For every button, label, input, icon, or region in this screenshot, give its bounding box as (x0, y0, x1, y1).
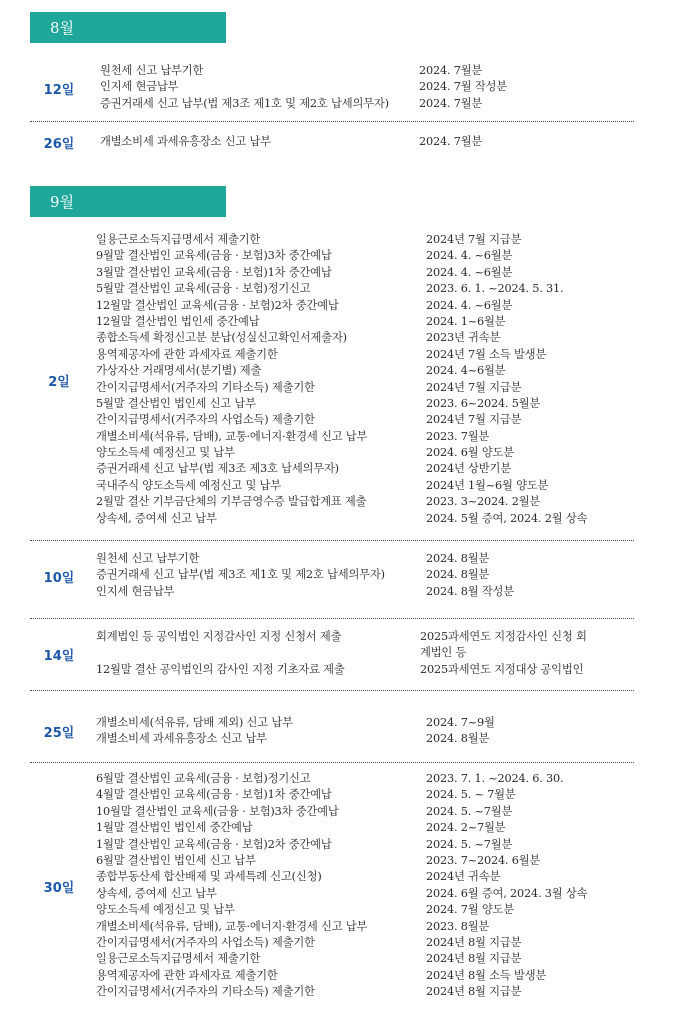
task-text: 10월말 결산법인 교육세(금융 · 보험)3차 중간예납 (96, 804, 339, 818)
period-text: 계법인 등 (420, 646, 467, 660)
task-text: 간이지급명세서(거주자의 사업소득) 제출기한 (96, 413, 315, 427)
task-text: 12월말 결산법인 교육세(금융 · 보험)2차 중간예납 (96, 298, 339, 312)
schedule-rows (96, 232, 634, 527)
day-group (30, 715, 634, 748)
schedule-row (96, 902, 634, 918)
schedule-row (96, 363, 634, 379)
schedule-row (96, 232, 634, 248)
task-text: 일용근로소득지급명세서 제출기한 (96, 952, 261, 966)
period-text: 2024년 7월 지급분 (426, 233, 522, 246)
period-text: 2024. 7월분 (419, 64, 483, 77)
period-text: 2024. 8월분 (426, 568, 490, 582)
period-text: 2023. 8월분 (426, 919, 490, 933)
period-text: 2024. 5. ~7월분 (426, 804, 513, 818)
task-text: 1월말 결산법인 교육세(금융 · 보험)2차 중간예납 (96, 837, 332, 851)
schedule-row (96, 461, 634, 477)
month-header (30, 12, 226, 43)
task-text: 6월말 결산법인 교육세(금융 · 보험)정기신고 (96, 772, 311, 785)
period-text: 2023. 7월분 (426, 429, 490, 443)
schedule-row (96, 478, 634, 494)
period-text: 2024. 7월 작성분 (419, 80, 507, 94)
schedule-row (96, 645, 634, 661)
period-text: 2024. 4. ~6월분 (426, 249, 513, 263)
task-text: 용역제공자에 관한 과세자료 제출기한 (96, 347, 278, 361)
period-text: 2023년 귀속분 (426, 331, 501, 345)
task-text: 증권거래세 신고 납부(법 제3조 제3호 납세의무자) (96, 462, 339, 476)
task-text: 증권거래세 신고 납부(법 제3조 제1호 및 제2호 납세의무자) (100, 96, 389, 110)
day-group (30, 232, 634, 527)
period-text: 2024. 8월분 (426, 732, 490, 746)
schedule-row (96, 248, 634, 264)
task-text: 12월말 결산법인 법인세 중간예납 (96, 314, 260, 328)
task-text: 5월말 결산법인 교육세(금융 · 보험)정기신고 (96, 282, 311, 296)
period-text: 2024년 8월 소득 발생분 (426, 968, 547, 982)
period-text: 2024년 7월 소득 발생분 (426, 347, 547, 361)
task-text: 개별소비세(석유류, 담배), 교통·에너지·환경세 신고 납부 (96, 429, 368, 443)
schedule-row (96, 551, 634, 567)
dotted-divider (30, 540, 634, 541)
task-text: 개별소비세(석유류, 담배 제외) 신고 납부 (96, 716, 293, 729)
period-text: 2024. 4. ~6월분 (426, 265, 513, 279)
period-text: 2024. 5. ~7월분 (426, 837, 513, 851)
day-label: 14일 (43, 648, 75, 664)
period-text: 2025과세연도 지정감사인 신청 회 (420, 630, 587, 643)
task-text: 원천세 신고 납부기한 (96, 552, 200, 565)
task-text: 개별소비세(석유류, 담배), 교통·에너지·환경세 신고 납부 (96, 919, 368, 933)
period-text: 2024. 4~6월분 (426, 364, 506, 378)
period-text: 2024년 상반기분 (426, 462, 511, 476)
period-text: 2023. 6. 1. ~2024. 5. 31. (426, 282, 564, 296)
schedule-row (96, 771, 634, 787)
dotted-divider (30, 121, 634, 122)
task-text: 12월말 결산 공익법인의 감사인 지정 기초자료 제출 (96, 662, 345, 676)
schedule-row (96, 804, 634, 820)
schedule-row (96, 951, 634, 967)
period-text: 2024년 귀속분 (426, 870, 501, 884)
schedule-row (96, 662, 634, 678)
day-label: 2일 (48, 374, 70, 390)
task-text: 용역제공자에 관한 과세자료 제출기한 (96, 968, 278, 982)
task-text: 개별소비세 과세유흥장소 신고 납부 (96, 732, 267, 746)
period-text: 2024. 5월 증여, 2024. 2월 상속 (426, 511, 588, 525)
schedule-rows (100, 134, 634, 150)
task-text: 6월말 결산법인 법인세 신고 납부 (96, 853, 256, 867)
period-text: 2024. 7월분 (419, 135, 483, 148)
schedule-row (96, 919, 634, 935)
period-text: 2024. 5. ~ 7월분 (426, 788, 516, 802)
task-text: 개별소비세 과세유흥장소 신고 납부 (100, 135, 271, 148)
task-text: 양도소득세 예정신고 및 납부 (96, 446, 235, 460)
schedule-row (96, 820, 634, 836)
period-text: 2024. 8월분 (426, 552, 490, 565)
schedule-row (96, 494, 634, 510)
day-group (30, 629, 634, 678)
period-text: 2024년 8월 지급분 (426, 952, 522, 966)
schedule-row (96, 715, 634, 731)
schedule-row (96, 853, 634, 869)
schedule-row (96, 314, 634, 330)
task-text: 가상자산 거래명세서(분기별) 제출 (96, 364, 262, 378)
schedule-row (96, 445, 634, 461)
task-text: 5월말 결산법인 법인세 신고 납부 (96, 396, 256, 410)
period-text: 2024. 6월 양도분 (426, 446, 514, 460)
schedule-row (96, 429, 634, 445)
task-text: 인지세 현금납부 (96, 584, 175, 598)
task-text: 2월말 결산 기부금단체의 기부금영수증 발급합계표 제출 (96, 495, 367, 509)
period-text: 2024년 7월 지급분 (426, 413, 522, 427)
schedule-row (96, 396, 634, 412)
schedule-row (96, 412, 634, 428)
day-group (30, 551, 634, 600)
task-text: 종합부동산세 합산배제 및 과세특례 신고(신청) (96, 870, 322, 884)
period-text: 2024. 7~9월 (426, 716, 495, 729)
dotted-divider (30, 618, 634, 619)
day-group (30, 134, 634, 153)
schedule-row (96, 984, 634, 1000)
schedule-rows (96, 629, 634, 678)
day-label: 10일 (43, 570, 75, 586)
schedule-row (100, 96, 634, 112)
task-text: 상속세, 증여세 신고 납부 (96, 511, 217, 525)
task-text: 일용근로소득지급명세서 제출기한 (96, 233, 261, 246)
schedule-row (96, 265, 634, 281)
period-text: 2024. 2~7월분 (426, 821, 506, 835)
period-text: 2023. 7~2024. 6월분 (426, 853, 541, 867)
period-text: 2024년 8월 지급분 (426, 935, 522, 949)
period-text: 2023. 7. 1. ~2024. 6. 30. (426, 772, 564, 785)
period-text: 2024. 6월 증여, 2024. 3월 상속 (426, 886, 588, 900)
task-text: 9월말 결산법인 교육세(금융 · 보험)3차 중간예납 (96, 249, 332, 263)
period-text: 2024. 7월 양도분 (426, 903, 514, 917)
task-text: 간이지급명세서(거주자의 기타소득) 제출기한 (96, 380, 315, 394)
schedule-row (96, 731, 634, 747)
month-label: 9월 (50, 193, 75, 211)
period-text: 2024. 1~6월분 (426, 314, 506, 328)
dotted-divider (30, 690, 634, 691)
task-text: 회계법인 등 공익법인 지정감사인 지정 신청서 제출 (96, 630, 342, 643)
schedule-row (96, 787, 634, 803)
task-text: 3월말 결산법인 교육세(금융 · 보험)1차 중간예납 (96, 265, 332, 279)
schedule-rows (96, 771, 634, 1000)
period-text: 2025과세연도 지정대상 공익법인 (420, 662, 584, 676)
schedule-row (100, 134, 634, 150)
task-text: 4월말 결산법인 교육세(금융 · 보험)1차 중간예납 (96, 788, 332, 802)
period-text: 2024년 7월 지급분 (426, 380, 522, 394)
month-label: 8월 (50, 19, 75, 37)
task-text: 양도소득세 예정신고 및 납부 (96, 903, 235, 917)
schedule-row (96, 837, 634, 853)
task-text: 1월말 결산법인 법인세 중간예납 (96, 821, 253, 835)
task-text: 상속세, 증여세 신고 납부 (96, 886, 217, 900)
schedule-row (96, 567, 634, 583)
schedule-row (100, 63, 634, 79)
task-text: 국내주식 양도소득세 예정신고 및 납부 (96, 478, 281, 492)
schedule-row (96, 511, 634, 527)
schedule-row (96, 886, 634, 902)
day-label: 26일 (43, 137, 75, 153)
day-label: 25일 (43, 726, 75, 742)
task-text: 간이지급명세서(거주자의 기타소득) 제출기한 (96, 985, 315, 999)
schedule-row (96, 869, 634, 885)
period-text: 2024. 4. ~6월분 (426, 298, 513, 312)
schedule-row (96, 347, 634, 363)
month-header (30, 186, 226, 217)
schedule-rows (100, 63, 634, 112)
schedule-row (96, 330, 634, 346)
schedule-row (96, 935, 634, 951)
day-label: 30일 (43, 880, 75, 896)
day-group (30, 63, 634, 112)
task-text: 인지세 현금납부 (100, 80, 179, 94)
task-text: 종합소득세 확정신고분 분납(성실신고확인서제출자) (96, 331, 347, 345)
period-text: 2024. 7월분 (419, 96, 483, 110)
schedule-rows (96, 551, 634, 600)
period-text: 2024년 8월 지급분 (426, 985, 522, 999)
day-label: 12일 (43, 82, 75, 98)
schedule-rows (96, 715, 634, 748)
period-text: 2024. 8월 작성분 (426, 584, 514, 598)
period-text: 2023. 6~2024. 5월분 (426, 396, 541, 410)
schedule-row (96, 380, 634, 396)
schedule-row (96, 298, 634, 314)
schedule-row (96, 584, 634, 600)
task-text: 증권거래세 신고 납부(법 제3조 제1호 및 제2호 납세의무자) (96, 568, 385, 582)
schedule-row (96, 281, 634, 297)
dotted-divider (30, 762, 634, 763)
schedule-row (96, 629, 634, 645)
period-text: 2023. 3~2024. 2월분 (426, 495, 541, 509)
day-group (30, 771, 634, 1001)
task-text: 원천세 신고 납부기한 (100, 64, 204, 77)
schedule-row (96, 968, 634, 984)
period-text: 2024년 1월~6월 양도분 (426, 478, 549, 492)
task-text: 간이지급명세서(거주자의 사업소득) 제출기한 (96, 935, 315, 949)
schedule-row (100, 79, 634, 95)
